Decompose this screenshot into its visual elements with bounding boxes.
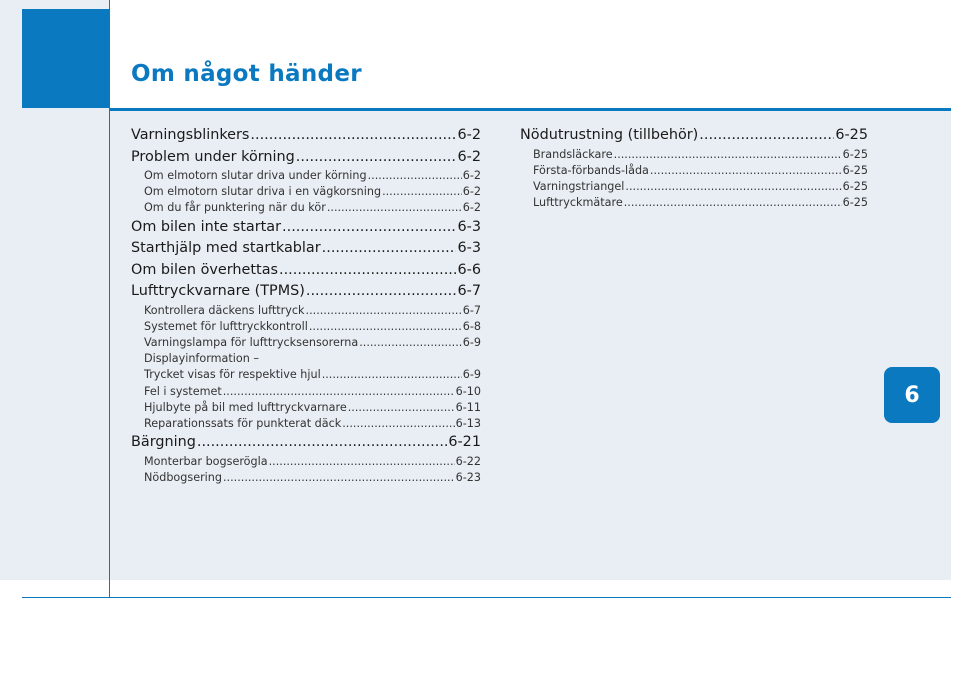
page-title: Om något händer (131, 61, 362, 87)
toc-entry-label: Om bilen inte startar (131, 218, 282, 235)
toc-entry-sub[interactable] (520, 147, 868, 163)
toc-entry-page: 6-7 (462, 303, 481, 317)
toc-entry-label: Monterbar bogserögla (144, 454, 268, 468)
toc-leader-dots (309, 319, 462, 335)
toc-entry-page: 6-2 (462, 169, 481, 182)
toc-leader-dots (699, 125, 834, 147)
toc-leader-dots (624, 195, 842, 211)
toc-entry-page: 6-2 (462, 185, 481, 199)
toc-entry-label: Trycket visas för respektive hjul (144, 368, 321, 382)
toc-leader-dots (223, 384, 455, 400)
toc-entry-page: 6-7 (457, 283, 481, 300)
toc-entry-sub[interactable] (520, 163, 868, 179)
toc-entry-label: Om elmotorn slutar driva under körning (144, 169, 367, 182)
toc-entry-label: Första-förbands-låda (533, 163, 649, 177)
toc-leader-dots (614, 147, 842, 163)
toc-entry-page: 6-6 (457, 261, 481, 278)
toc-entry-page: 6-22 (455, 454, 481, 468)
toc-entry-page: 6-25 (842, 179, 868, 193)
toc-entry-page: 6-25 (842, 163, 868, 177)
chapter-tab[interactable] (884, 367, 940, 423)
toc-entry-label: Nödutrustning (tillbehör) (520, 127, 699, 143)
toc-leader-dots (650, 163, 842, 179)
toc-entry-label: Displayinformation – (144, 352, 259, 366)
toc-entry-sub[interactable] (131, 470, 481, 486)
toc-entry-page: 6-25 (842, 196, 868, 210)
toc-entry-page: 6-2 (457, 127, 481, 143)
toc-entry-page: 6-2 (457, 148, 481, 165)
toc-entry-main[interactable] (131, 147, 481, 169)
toc-entry-sub[interactable] (131, 367, 481, 383)
vertical-divider (109, 0, 110, 598)
toc-entry-page: 6-21 (448, 434, 481, 451)
toc-leader-dots (306, 303, 462, 319)
toc-entry-label: Kontrollera däckens lufttryck (144, 303, 305, 317)
toc-entry-main[interactable] (131, 238, 481, 260)
toc-leader-dots (368, 168, 462, 184)
toc-column-left (131, 125, 481, 486)
toc-entry-label: Problem under körning (131, 148, 295, 165)
toc-entry-label: Om du får punktering när du kör (144, 201, 326, 215)
toc-leader-dots (197, 432, 447, 454)
toc-entry-label: Brandsläckare (533, 147, 613, 161)
toc-entry-label: Om elmotorn slutar driva i en vägkorsning (144, 185, 382, 199)
toc-entry-label: Fel i systemet (144, 384, 222, 398)
toc-entry-sub[interactable] (131, 200, 481, 216)
toc-entry-page: 6-9 (462, 335, 481, 349)
accent-block (22, 9, 109, 108)
toc-entry-label: Starthjälp med startkablar (131, 240, 321, 257)
toc-entry-main[interactable] (131, 217, 481, 239)
toc-leader-dots (296, 147, 457, 169)
toc-entry-label: Lufttryckmätare (533, 196, 623, 210)
toc-leader-dots (322, 367, 462, 383)
toc-entry-label: Varningstriangel (533, 179, 625, 193)
toc-leader-dots (282, 217, 456, 239)
toc-entry-label: Bärgning (131, 434, 196, 451)
toc-entry-page: 6-10 (455, 384, 481, 398)
toc-entry-label: Lufttryckvarnare (TPMS) (131, 283, 305, 300)
toc-leader-dots (322, 238, 457, 260)
toc-entry-page: 6-2 (462, 201, 481, 215)
page-header (109, 9, 951, 108)
toc-entry-main[interactable] (131, 125, 481, 147)
toc-entry-page: 6-9 (462, 368, 481, 382)
toc-entry-page: 6-3 (457, 218, 481, 235)
toc-leader-dots (279, 260, 456, 282)
toc-entry-sub[interactable] (131, 454, 481, 470)
toc-entry-main[interactable] (131, 260, 481, 282)
toc-entry-page: 6-23 (455, 470, 481, 484)
toc-entry-sub[interactable] (520, 179, 868, 195)
toc-entry-sub[interactable] (520, 195, 868, 211)
toc-entry-sub[interactable] (131, 351, 481, 367)
toc-leader-dots (327, 200, 462, 216)
toc-leader-dots (625, 179, 841, 195)
toc-leader-dots (306, 281, 457, 303)
toc-leader-dots (250, 125, 456, 147)
toc-entry-sub[interactable] (131, 400, 481, 416)
toc-leader-dots (359, 335, 462, 351)
toc-entry-main[interactable] (520, 125, 868, 147)
toc-entry-sub[interactable] (131, 384, 481, 400)
toc-entry-sub[interactable] (131, 416, 481, 432)
toc-leader-dots (342, 416, 454, 432)
toc-entry-label: Systemet för lufttryckkontroll (144, 319, 308, 333)
toc-column-right (520, 125, 868, 211)
toc-entry-sub[interactable] (131, 303, 481, 319)
toc-entry-label: Nödbogsering (144, 470, 222, 484)
toc-entry-page: 6-25 (842, 147, 868, 161)
toc-leader-dots (382, 184, 462, 200)
toc-entry-page: 6-11 (455, 400, 481, 414)
toc-entry-page: 6-8 (462, 319, 481, 333)
toc-entry-sub[interactable] (131, 319, 481, 335)
toc-entry-sub[interactable] (131, 335, 481, 351)
toc-entry-label: Hjulbyte på bil med lufttryckvarnare (144, 400, 347, 414)
toc-leader-dots (348, 400, 455, 416)
toc-entry-sub[interactable] (131, 168, 481, 184)
chapter-number: 6 (904, 382, 920, 408)
footer-divider (22, 597, 951, 598)
toc-leader-dots (269, 454, 455, 470)
toc-entry-label: Varningslampa för lufttrycksensorerna (144, 335, 359, 349)
toc-leader-dots (223, 470, 455, 486)
toc-entry-main[interactable] (131, 281, 481, 303)
toc-entry-main[interactable] (131, 432, 481, 454)
toc-entry-sub[interactable] (131, 184, 481, 200)
toc-entry-page: 6-25 (835, 127, 868, 143)
toc-entry-label: Om bilen överhettas (131, 261, 279, 278)
toc-entry-label: Reparationssats för punkterat däck (144, 416, 342, 430)
toc-entry-page: 6-3 (457, 240, 481, 257)
toc-entry-label: Varningsblinkers (131, 127, 250, 143)
toc-entry-page: 6-13 (455, 416, 481, 430)
